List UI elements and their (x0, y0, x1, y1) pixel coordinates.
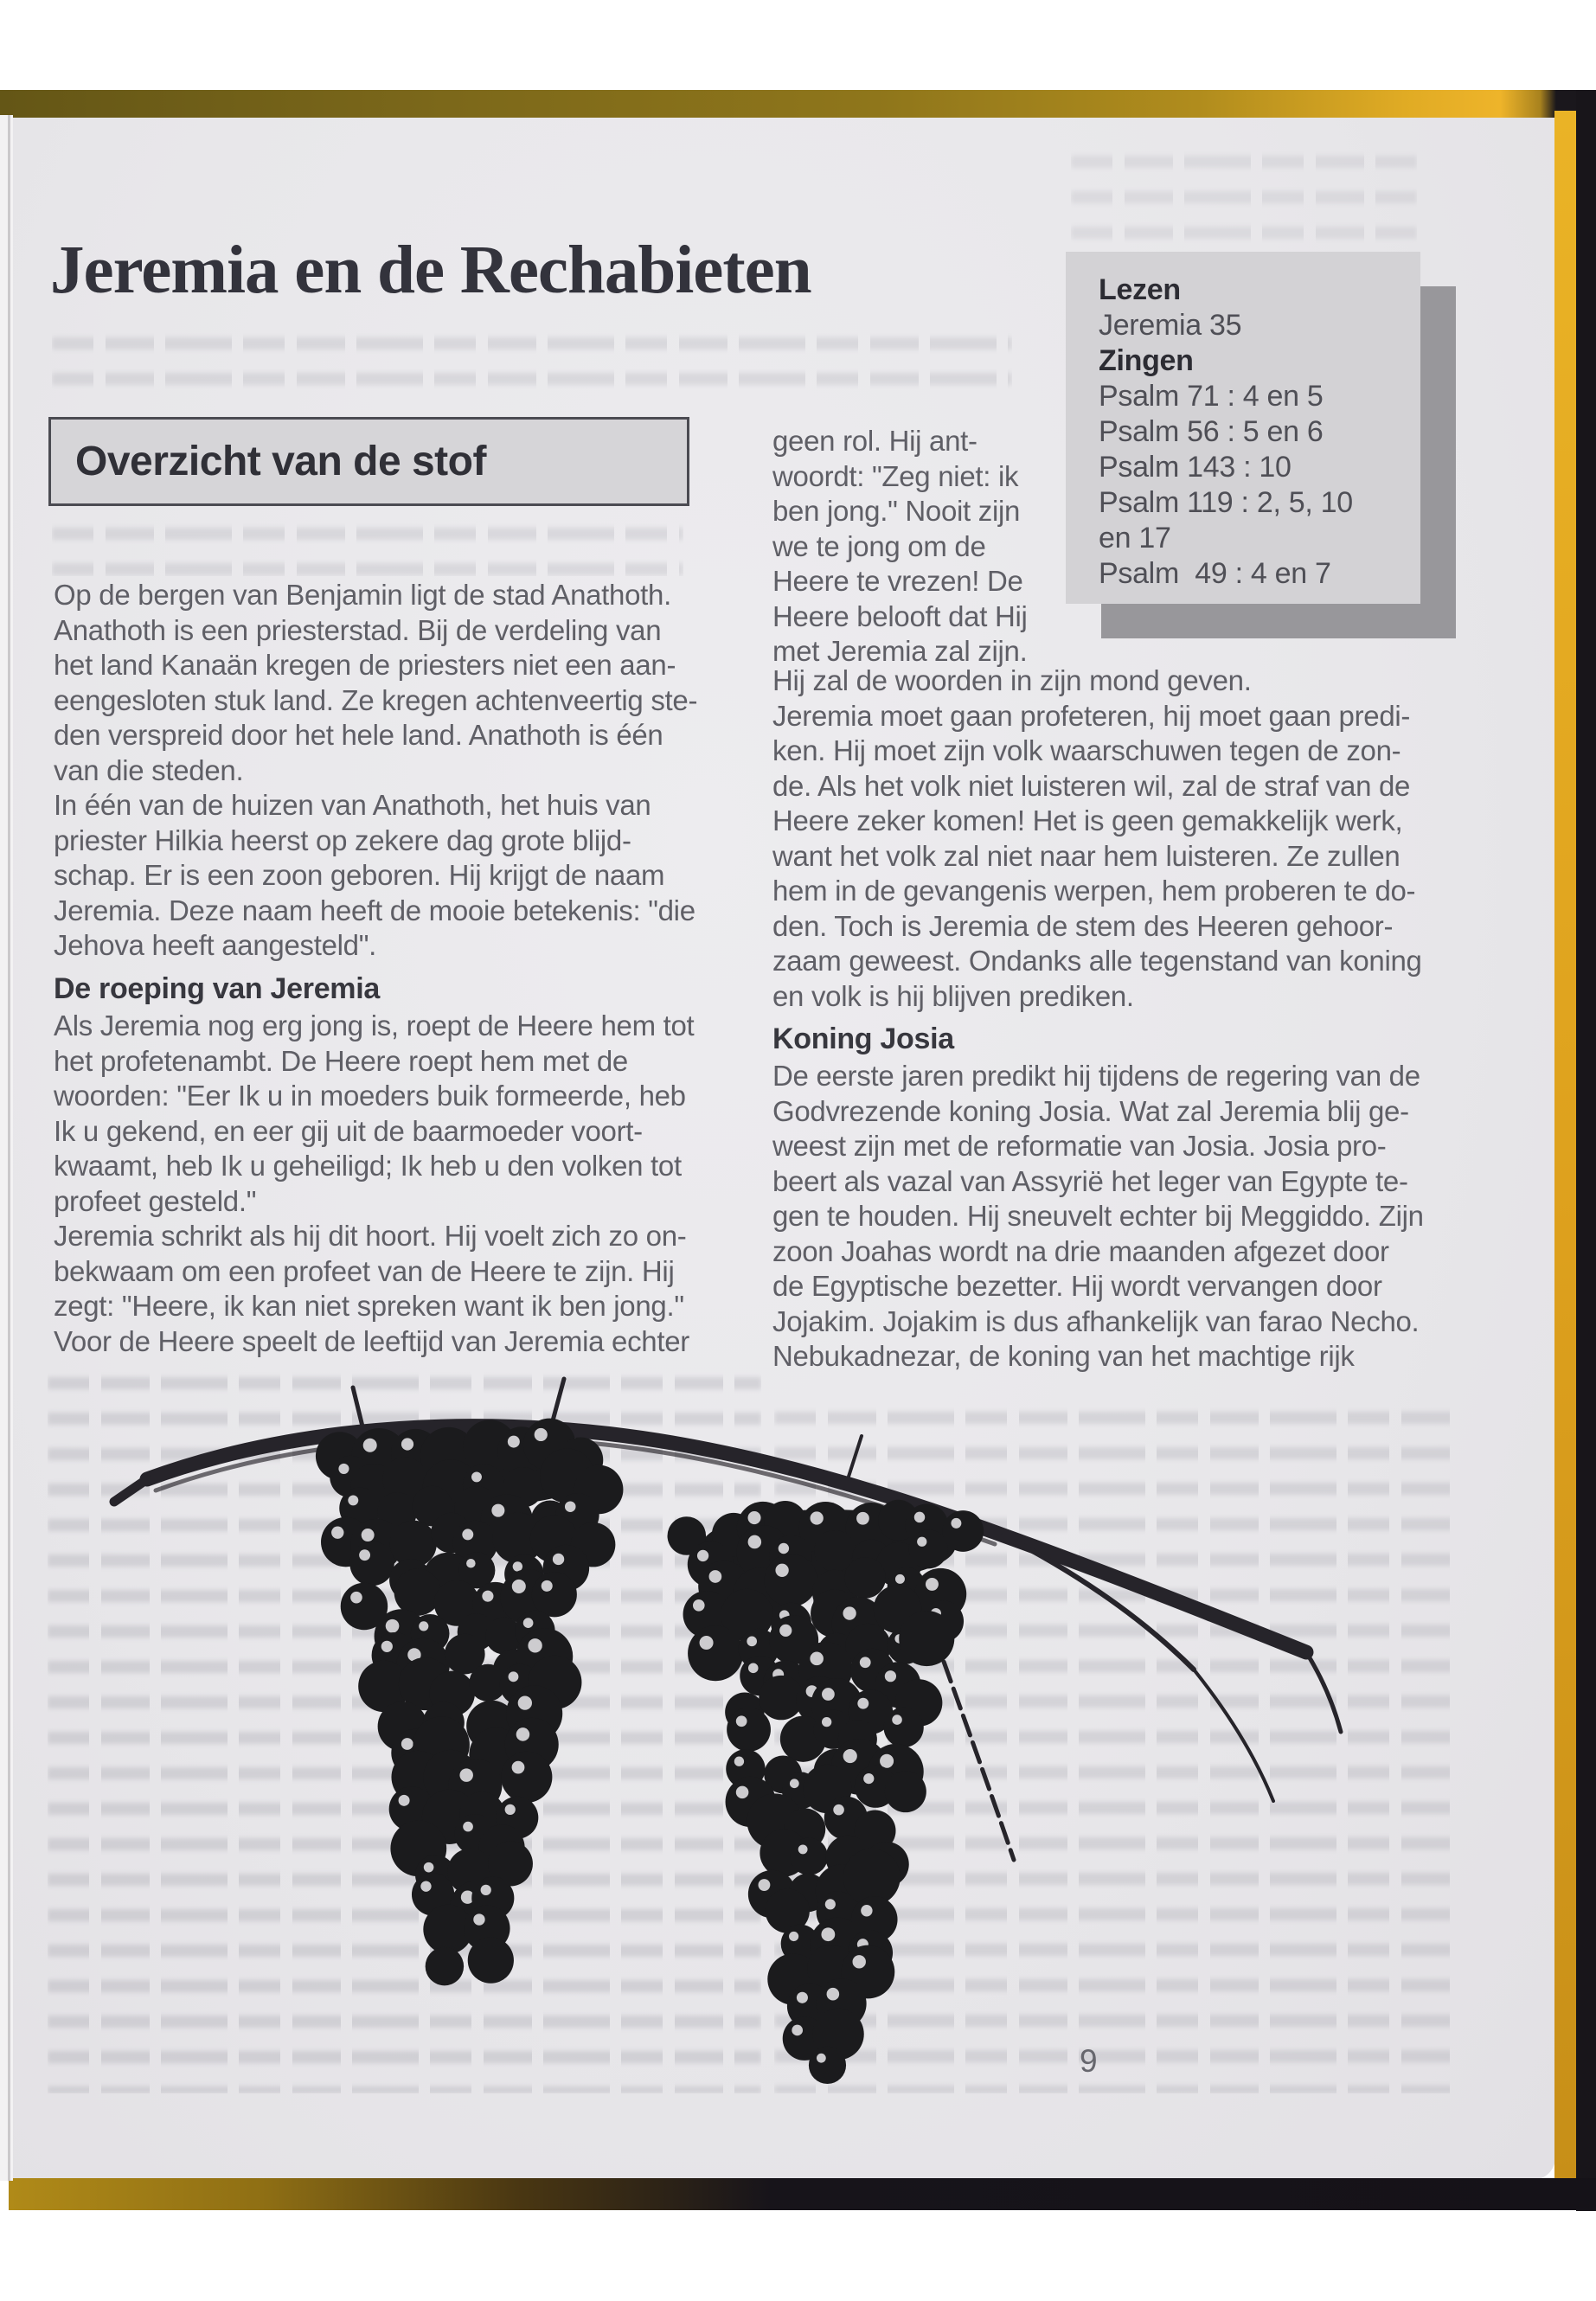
left-column-paragraph (54, 578, 720, 964)
text-line: beert als vazal van Assyrië het leger van Egypte te- (772, 1164, 1408, 1197)
overview-box (48, 417, 689, 506)
text-line: Jeremia moet gaan profeteren, hij moet gaan predi- (772, 699, 1411, 732)
grapes-illustration (69, 1349, 1349, 2111)
right-column-section-josia (772, 1059, 1447, 1375)
scan-right-dark-strip (1576, 90, 1596, 2211)
text-line: de. Als het volk niet luisteren wil, zal de straf van de (772, 769, 1411, 802)
scan-left-margin (0, 115, 13, 2181)
text-line: In één van de huizen van Anathoth, het huis van (54, 789, 651, 821)
text-line: Anathoth is een priesterstad. Bij de verdeling van (54, 613, 662, 646)
text-line: het land Kanaän kregen de priesters niet een aan- (54, 649, 676, 681)
text-line: want het volk zal niet naar hem luisteren. Ze zullen (772, 839, 1401, 872)
text-line: Jeremia 35 (1099, 309, 1242, 342)
text-line: Hij zal de woorden in zijn mond geven. (772, 664, 1252, 696)
book-right-gilt-edge (1554, 111, 1576, 2180)
text-line: we te jong om de (772, 529, 986, 562)
text-line: priester Hilkia heerst op zekere dag grote blijd- (54, 824, 631, 856)
text-line: hem in de gevangenis werpen, hem proberen te do- (772, 875, 1416, 907)
text-line: woorden: "Eer Ik u in moeders buik formeerde, heb (54, 1080, 686, 1112)
left-column-section-roeping (54, 1009, 720, 1359)
text-line: bekwaam om een profeet van de Heere te zijn. Hij (54, 1254, 675, 1287)
text-line: Nebukadnezar, de koning van het machtige rijk (772, 1340, 1355, 1372)
section-heading-roeping: De roeping van Jeremia (54, 972, 380, 1005)
text-line: Lezen (1099, 273, 1181, 306)
book-top-edge (0, 90, 1596, 118)
text-line: zoon Joahas wordt na drie maanden afgezet door (772, 1234, 1389, 1267)
page-crease-line (8, 115, 10, 2181)
text-line: de Egyptische bezetter. Hij wordt vervangen door (772, 1270, 1382, 1302)
grape-clusters (316, 1419, 984, 2084)
text-line: Zingen (1099, 344, 1194, 377)
text-line: woordt: "Zeg niet: ik (772, 459, 1019, 492)
text-line: Heere zeker komen! Het is geen gemakkelijk werk, (772, 804, 1403, 836)
text-line: kwaamt, heb Ik u geheiligd; Ik heb u den volken tot (54, 1150, 682, 1182)
section-heading-josia: Koning Josia (772, 1022, 954, 1055)
text-line: Jeremia schrikt als hij dit hoort. Hij voelt zich zo on- (54, 1220, 687, 1252)
overview-heading: Overzicht van de stof (75, 439, 486, 484)
text-line: Psalm 143 : 10 (1099, 451, 1292, 484)
text-line: Jehova heeft aangesteld". (54, 929, 376, 961)
page-title: Jeremia en de Rechabieten (50, 233, 811, 308)
reading-box (1066, 252, 1420, 604)
text-line: Psalm 56 : 5 en 6 (1099, 415, 1324, 448)
text-line: zegt: "Heere, ik kan niet spreken want ik ben jong." (54, 1290, 684, 1322)
right-column-narrow (772, 424, 1062, 670)
text-line: van die steden. (54, 753, 244, 786)
text-line: zaam geweest. Ondanks alle tegenstand van koning (772, 945, 1422, 977)
text-line: De eerste jaren predikt hij tijdens de regering van de (772, 1060, 1420, 1092)
text-line: schap. Er is een zoon geboren. Hij krijgt de naam (54, 859, 665, 891)
text-line: ben jong." Nooit zijn (772, 495, 1021, 527)
text-line: Als Jeremia nog erg jong is, roept de Heere hem tot (54, 1009, 695, 1042)
text-line: Psalm 49 : 4 en 7 (1099, 557, 1331, 590)
bleed-through-text (1071, 145, 1417, 246)
page-number: 9 (1080, 2043, 1098, 2079)
bleed-through-text (52, 517, 683, 576)
text-line: Heere te vrezen! De (772, 565, 1023, 597)
text-line: Voor de Heere speelt de leeftijd van Jeremia echter (54, 1324, 689, 1357)
text-line: den. Toch is Jeremia de stem des Heeren gehoor- (772, 909, 1394, 942)
text-line: Godvrezende koning Josia. Wat zal Jeremia blij ge- (772, 1094, 1409, 1127)
book-bottom-edge (9, 2178, 1596, 2210)
text-line: gen te houden. Hij sneuvelt echter bij Meggiddo. Zijn (772, 1200, 1424, 1232)
text-line: ken. Hij moet zijn volk waarschuwen tegen de zon- (772, 734, 1401, 766)
text-line: Op de bergen van Benjamin ligt de stad Anathoth. (54, 579, 671, 611)
text-line: met Jeremia zal zijn. (772, 635, 1028, 667)
text-line: het profetenambt. De Heere roept hem met de (54, 1044, 628, 1077)
text-line: Jeremia. Deze naam heeft de mooie betekenis: "die (54, 894, 695, 926)
text-line: en 17 (1099, 522, 1171, 554)
text-line: geen rol. Hij ant- (772, 425, 977, 457)
bleed-through-text (52, 327, 1012, 401)
text-line: Psalm 71 : 4 en 5 (1099, 380, 1324, 413)
text-line: Heere belooft dat Hij (772, 599, 1028, 632)
text-line: Psalm 119 : 2, 5, 10 (1099, 486, 1353, 519)
text-line: profeet gesteld." (54, 1184, 257, 1217)
text-line: Jojakim. Jojakim is dus afhankelijk van farao Necho. (772, 1304, 1420, 1337)
right-column-wide (772, 663, 1447, 1014)
text-line: weest zijn met de reformatie van Josia. Josia pro- (772, 1130, 1387, 1162)
text-line: en volk is hij blijven prediken. (772, 979, 1134, 1012)
text-line: Ik u gekend, en eer gij uit de baarmoeder voort- (54, 1114, 643, 1147)
text-line: eengesloten stuk land. Ze kregen achtenveertig ste- (54, 683, 698, 716)
text-line: den verspreid door het hele land. Anathoth is één (54, 719, 663, 751)
